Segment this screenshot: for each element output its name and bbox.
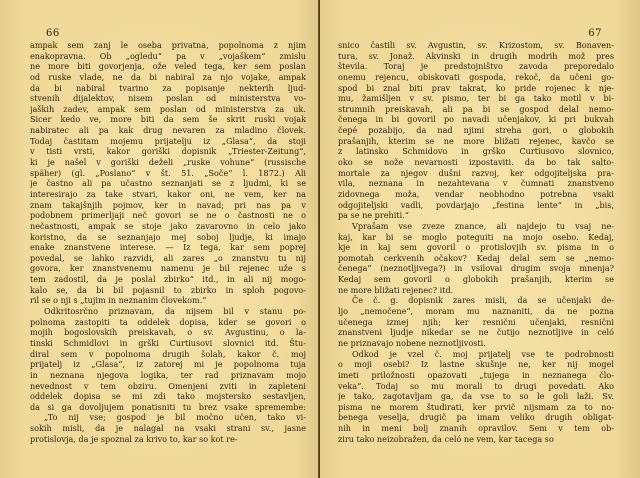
text-line: ziru tako neizobražen, da celó ne vem, kar tacega so bbox=[338, 433, 554, 444]
text-line: povedal, se lahko razvidi, ali zares „o znanstvu tu nij bbox=[30, 252, 306, 263]
text-line: oko se nože nevarnosti izpostaviti. da bo tak salto- bbox=[338, 157, 614, 168]
text-line: veka“. Todaj so mu morali to drugi povedati. Ako bbox=[338, 380, 614, 391]
text-line: protislovja, da je spoznal za krivo to, kar so kot re- bbox=[30, 433, 238, 444]
right-page-number: 67 bbox=[588, 28, 602, 39]
right-page bbox=[320, 0, 640, 478]
text-line: da bi nabiral tvarino za popisanje nekterih ljud- bbox=[30, 82, 306, 93]
text-line: od ruske vlade, ne da bi nabiral za njo vojake, ampak bbox=[30, 71, 306, 82]
text-line: nečastnosti, ampak se stoje jako zavarovno in celo jako bbox=[30, 220, 306, 231]
text-line: Sicer kedo ve, more biti da sem še skrit ruski vojak bbox=[30, 114, 306, 125]
left-page-text bbox=[30, 40, 306, 444]
text-line: mojih bogoslovskih preiskavah, o sv. Avgustinu, o la- bbox=[30, 327, 306, 338]
text-line: ril se o nji s „tujim in neznanim človekom.“ bbox=[30, 295, 207, 306]
text-line: ne more biti govorjenja, ože veled tega, ker sem poslan bbox=[30, 61, 306, 72]
text-line: koristno, da se seznanjajo mej soboj ljudje, ki imajo bbox=[30, 231, 306, 242]
text-line: ne more bližati rejenec? itd. bbox=[338, 284, 454, 295]
text-line: govora, ker znanstvenemu namenu je bil rejenec uže s bbox=[30, 263, 306, 274]
text-line: v tisti vrsti, kakor goriški dopisnik „Triester-Zeitung“, bbox=[30, 146, 306, 157]
text-line: znanstveni ljudje nikedar se ne čutijo neznotljive in celó bbox=[338, 327, 614, 338]
text-line: ki je našel v goriški deželi „ruske vohune“ (russische bbox=[30, 157, 306, 168]
text-line: odgojiteljski vadli, povdarjajo „festina lente“ in „bis, bbox=[338, 199, 614, 210]
text-line: števila. Toraj je predstojništvo zavoda preporedalo bbox=[338, 61, 614, 72]
text-line: sokih misli, da je nalagal na vsaki strani sv., jasne bbox=[30, 423, 306, 434]
text-line: spod bi znal biti prav takrat, ko pride rojenec k nje- bbox=[338, 82, 614, 93]
text-line: mortale za njegov dušni razvoj, ker odgojiteljska pra- bbox=[338, 167, 614, 178]
text-line: kalo se, da bi bil pojasnil to zbirko in sploh pogovo- bbox=[30, 284, 306, 295]
text-line: tem zadostil, da je poslal zbirko“ itd., in ali nij mogo- bbox=[30, 274, 306, 285]
text-line: čenega“ (neznotljivega?) in vsilovai drugim svoja mnenja? bbox=[338, 263, 614, 274]
text-line: jaških zadev, ampak sem poslan od ministerstva za uk. bbox=[30, 103, 306, 114]
text-line: Vprašam vse zveze znance, ali najdejo tu vsaj ne- bbox=[352, 220, 614, 231]
text-line: nabiratec ali pa kak drug nevaren za mladino človek. bbox=[30, 125, 306, 136]
text-line: Kedaj sem govoril o globokih prašanjih, kterim se bbox=[338, 274, 614, 285]
text-line: snico častili sv. Avgustin, sv. Krizostom, sv. Bonaven- bbox=[338, 40, 614, 50]
text-line: oddelek dopisa se mi zdi tako mojstersko sestavljen, bbox=[30, 391, 306, 402]
text-line: čenega in bi govoril po navadi učenjakov, ki pri bukvah bbox=[338, 114, 614, 125]
text-line: tinski Schmidlovi in grški Curtiusovi slovnici itd. Štu- bbox=[30, 337, 306, 348]
text-line: nih in meni bolj znanih opravilov. Sem v tem ob- bbox=[338, 423, 614, 434]
text-line: ampak sem zanj le oseba privatna, popolnoma z njim bbox=[30, 40, 306, 50]
text-line: nevednost v tem obziru. Omenjeni zviti in zapleteni bbox=[30, 380, 306, 391]
text-line: enakopravna. Ob „ogledu“ pa v „vojaškem“ zmislu bbox=[30, 50, 306, 61]
text-line: učenega izmej njih; ker resnični učenjaki, resnični bbox=[338, 316, 614, 327]
text-line: prijatelj iz „Glasa“, iz zatorej mi je popolnoma tuja bbox=[30, 359, 306, 370]
right-page-text bbox=[338, 40, 614, 444]
text-line: tura, sv. Jonaž. Akvinski in drugih modrih mož pres bbox=[338, 50, 614, 61]
text-line: polnoma zastopiti ta oddelek dopisa, kder se govori o bbox=[30, 316, 306, 327]
text-line: „To nij vse; gospod je bil močno učen, tako vi- bbox=[44, 412, 306, 423]
text-line: benega veselja, drugič pa imam veliko drugih obligat- bbox=[338, 412, 614, 423]
text-line: o moji osebi? Iz lastne skušnje ne, ker nij mogel bbox=[338, 359, 614, 370]
text-line: pomotah cerkvenih očakov? Kedaj delal sem se „nemo- bbox=[338, 252, 614, 263]
text-line: späher) (gl. „Poslano“ v št. 51. „Soče“ l. 1872.) Ali bbox=[30, 167, 306, 178]
text-line: je častno ali pa učastno seznanjati se z ljudmi, ki se bbox=[30, 178, 306, 189]
text-line: onemu rejencu, obiskovati gospoda, rekoč, da učeni go- bbox=[338, 71, 614, 82]
text-line: ljo „nemočene“, moram mu naznaniti, da ne pozna bbox=[338, 306, 614, 317]
text-line: zidovnega moža, vendar neobhodno potrebna vsaki bbox=[338, 188, 614, 199]
text-line: da si ga dovoljujem ponatisniti tu brez vsake spremembe: bbox=[30, 401, 306, 412]
text-line: Odkritosrčno priznavam, da nijsem bil v stanu po- bbox=[44, 306, 306, 317]
text-line: stvenih dijalektov, nisem poslan od ministerstva vo- bbox=[30, 93, 306, 104]
text-line: mu, žamišljen v sv. pismo, ter bi ga tako motil v bi- bbox=[338, 93, 614, 104]
text-line: enake znanstvene interese. — Iz tega, kar sem poprej bbox=[30, 242, 306, 253]
text-line: ne priznavajo nobene neznotljivosti. bbox=[338, 337, 486, 348]
text-line: vila, neznana in nezahtevana v čumnati znanstveno bbox=[338, 178, 614, 189]
text-line: interesirajo za take stvari, kakor oni, ne vem, ker na bbox=[30, 188, 306, 199]
text-line: strumnih preiskavah, ali pa bi se gospod delal nemo- bbox=[338, 103, 614, 114]
text-line: z latinsko Schmidovo in grško Curtiusovo slovnico, bbox=[338, 146, 614, 157]
text-line: Todaj častitam mojemu prijatelju iz „Glasa“, da stoji bbox=[30, 135, 306, 146]
text-line: čepé pozabijo, da nad njimi streha gori, o globokih bbox=[338, 125, 614, 136]
text-line: kaj, kar bi se moglo poteguiti na mojo osebo. Kedaj, bbox=[338, 231, 614, 242]
text-line: je tako, zagotavljam ga, da vse to so le goli laži. Sv. bbox=[338, 391, 614, 402]
text-line: pa se ne prehiti.“ bbox=[338, 210, 409, 221]
text-line: imeti priložnosti opazovati „tujega in neznanega člo- bbox=[338, 369, 614, 380]
text-line: in neznana njegova logika, ter rad priznavam mojo bbox=[30, 369, 306, 380]
text-line: Odkod je vzel č. moj prijatelj vse te podrobnosti bbox=[352, 348, 614, 359]
text-line: podobnem primerljaji neč govori se ne o častnosti ne o bbox=[30, 210, 306, 221]
text-line: Če č. g. dopisnik zares misli, da se učenjaki de- bbox=[352, 295, 614, 306]
text-line: prašanjih, kterim se ne more bližati rejenec, kavčo se bbox=[338, 135, 614, 146]
left-page-number: 66 bbox=[46, 28, 60, 39]
text-line: pisma ne morem študirati, ker prvič nijsmam za to no- bbox=[338, 401, 614, 412]
text-line: znam takajšnjih pojmov, ker in navad; pri nas pa v bbox=[30, 199, 306, 210]
text-line: kje in kaj sem govoril o protislovjih sv. pisma in o bbox=[338, 242, 614, 253]
text-line: diral sem v popolnoma drugih šolah, kakor č. moj bbox=[30, 348, 306, 359]
